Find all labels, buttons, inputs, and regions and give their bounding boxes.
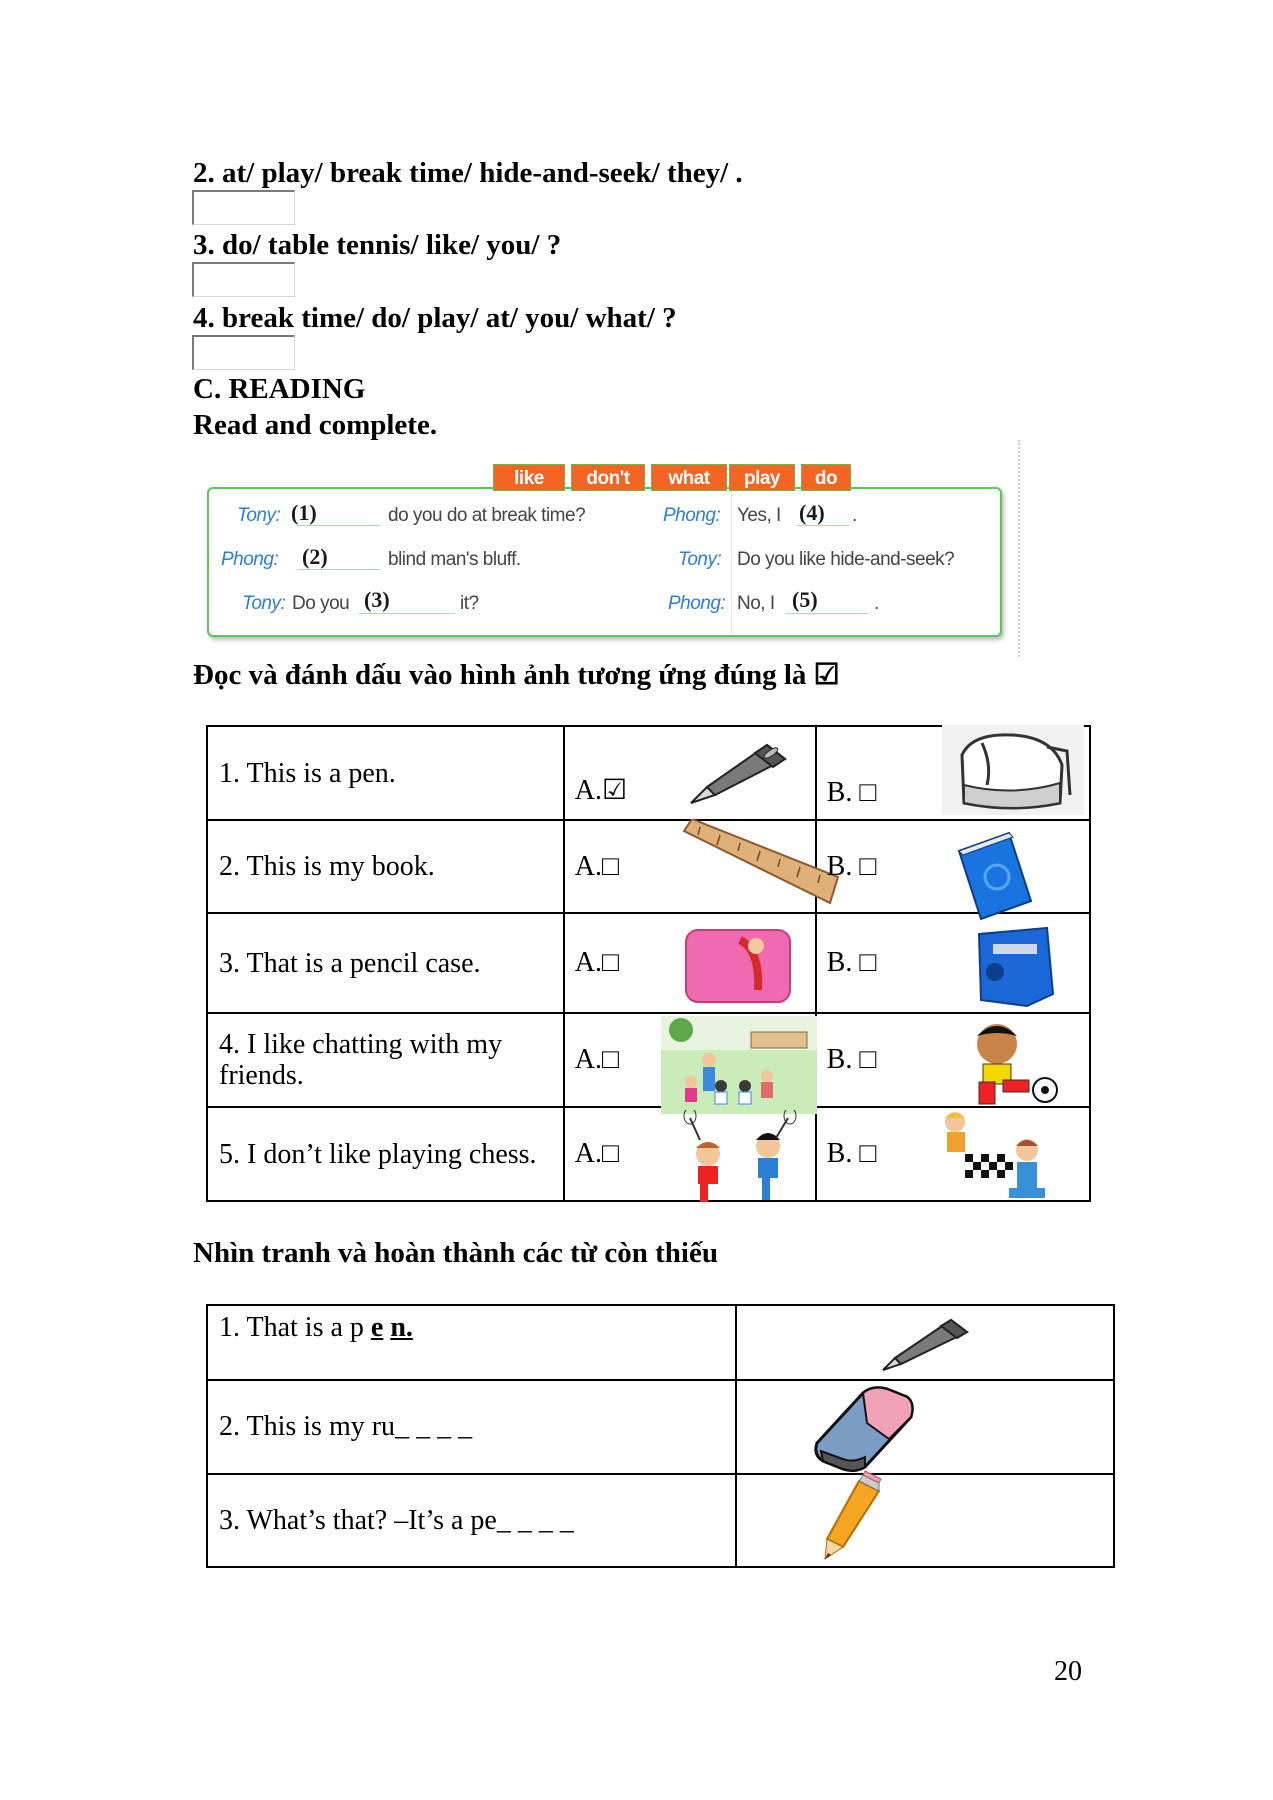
- sentence-text: 3. That is a pencil case.: [219, 947, 481, 979]
- sentence-cell: [207, 1474, 736, 1567]
- kids-chatting-icon: [661, 1016, 817, 1114]
- question-4-prompt: 4. break time/ do/ play/ at/ you/ what/ ?: [193, 302, 677, 334]
- section-c-title: C. READING: [193, 373, 366, 405]
- question-4-answer-input[interactable]: [192, 335, 295, 370]
- table-row: [207, 1107, 1090, 1201]
- option-b-checkbox[interactable]: B. □: [826, 850, 877, 882]
- fill-exercise-title: Nhìn tranh và hoàn thành các từ còn thiếu: [193, 1237, 718, 1269]
- blank-number-3: (3): [364, 587, 390, 612]
- table-row: [207, 1474, 1114, 1567]
- blank-4-line[interactable]: [797, 525, 849, 526]
- option-a-cell: [564, 820, 816, 913]
- option-b-checkbox[interactable]: B. □: [826, 1044, 877, 1075]
- eraser-icon: [807, 1383, 917, 1473]
- word-tag-dont: don't: [571, 464, 645, 491]
- sentence-prefix: 1. That is a p: [219, 1312, 371, 1343]
- word-tag-like: like: [493, 464, 565, 491]
- speaker-phong: Phong:: [221, 549, 279, 570]
- question-3-answer-input[interactable]: [192, 262, 295, 297]
- option-b-cell: [816, 726, 1090, 820]
- option-a-checkbox[interactable]: A.□: [574, 1138, 619, 1169]
- option-a-cell: [564, 1013, 816, 1107]
- utterance-5: Do you like hide-and-seek?: [737, 549, 955, 570]
- option-a-checkbox[interactable]: A.□: [574, 1044, 619, 1075]
- blank-5-line[interactable]: [786, 613, 868, 614]
- utterance-3-before: Do you: [292, 593, 350, 614]
- pencil-case-icon: [680, 920, 795, 1012]
- kids-playing-chess-icon: [935, 1108, 1053, 1204]
- question-2-answer-input[interactable]: [192, 190, 295, 225]
- sharpener-icon: [967, 920, 1062, 1010]
- backpack-icon: [942, 725, 1084, 815]
- option-b-checkbox[interactable]: B. □: [826, 777, 877, 809]
- option-b-cell: [816, 820, 1090, 913]
- table-row: [207, 726, 1090, 820]
- kids-playing-badminton-icon: [680, 1110, 800, 1206]
- section-c-instruction: Read and complete.: [193, 409, 438, 441]
- tick-exercise-table: [206, 725, 1091, 1202]
- option-b-cell: [816, 913, 1090, 1013]
- sentence-cell: [207, 1013, 564, 1107]
- option-a-checkbox[interactable]: A.☑: [574, 774, 628, 806]
- sentence-cell: [207, 820, 564, 913]
- sentence-text: 1. This is a pen.: [219, 757, 396, 789]
- option-b-cell: [816, 1107, 1090, 1201]
- picture-cell: [736, 1305, 1114, 1380]
- sentence-cell: [207, 1305, 736, 1380]
- utterance-6-before: No, I: [737, 593, 775, 614]
- sentence-text: 4. I like chatting with my friends.: [219, 1029, 503, 1091]
- missing-letters-blank[interactable]: _ _ _ _: [496, 1504, 574, 1536]
- table-row: [207, 1013, 1090, 1107]
- sentence-cell: [207, 1107, 564, 1201]
- table-row: [207, 913, 1090, 1013]
- speaker-phong: Phong:: [663, 505, 721, 526]
- blank-3-line[interactable]: [359, 613, 455, 614]
- missing-letters-blank[interactable]: _ _ _ _: [395, 1411, 473, 1442]
- table-row: [207, 1305, 1114, 1380]
- sentence-cell: [207, 1380, 736, 1474]
- pen-icon: [879, 1314, 979, 1374]
- sentence-cell: [207, 913, 564, 1013]
- pencil-icon: [819, 1469, 899, 1561]
- table-row: [207, 1380, 1114, 1474]
- fill-exercise-table: [206, 1304, 1115, 1568]
- sentence-prefix: 3. What’s that? –It’s a pe: [219, 1504, 497, 1536]
- boy-playing-football-icon: [957, 1016, 1067, 1114]
- question-3-prompt: 3. do/ table tennis/ like/ you/ ?: [193, 229, 562, 261]
- blank-number-5: (5): [792, 587, 818, 612]
- book-icon: [949, 829, 1049, 921]
- filled-letter: n.: [390, 1312, 413, 1343]
- image-edge-divider: [1018, 440, 1020, 657]
- page-number: 20: [1054, 1656, 1082, 1687]
- utterance-3-after: it?: [460, 593, 479, 614]
- pen-icon: [685, 739, 800, 809]
- speaker-tony: Tony:: [678, 549, 722, 570]
- option-a-checkbox[interactable]: A.□: [574, 850, 619, 882]
- picture-cell: [736, 1474, 1114, 1567]
- table-row: [207, 820, 1090, 913]
- option-b-checkbox[interactable]: B. □: [826, 947, 877, 978]
- option-a-cell: [564, 726, 816, 820]
- speaker-tony: Tony:: [237, 505, 281, 526]
- blank-number-2: (2): [302, 544, 328, 569]
- speaker-phong: Phong:: [668, 593, 726, 614]
- blank-number-4: (4): [799, 500, 825, 525]
- utterance-4-after: .: [852, 505, 857, 526]
- utterance-2: blind man's bluff.: [388, 549, 521, 570]
- speaker-tony: Tony:: [242, 593, 286, 614]
- word-tag-do: do: [801, 464, 851, 491]
- sentence-text: 5. I don’t like playing chess.: [219, 1138, 537, 1170]
- option-a-cell: [564, 913, 816, 1013]
- utterance-4-before: Yes, I: [737, 505, 781, 526]
- dialogue-column-divider: [731, 489, 732, 635]
- sentence-text: 2. This is my book.: [219, 851, 435, 882]
- blank-1-line[interactable]: [297, 525, 380, 526]
- utterance-6-after: .: [874, 593, 879, 614]
- option-a-cell: [564, 1107, 816, 1201]
- question-2-prompt: 2. at/ play/ break time/ hide-and-seek/ they/ .: [193, 157, 743, 189]
- word-tag-what: what: [651, 464, 727, 491]
- tick-exercise-title: Đọc và đánh dấu vào hình ảnh tương ứng đúng là ☑: [193, 659, 840, 691]
- option-a-checkbox[interactable]: A.□: [574, 947, 619, 978]
- sentence-prefix: 2. This is my ru: [219, 1411, 396, 1442]
- blank-2-line[interactable]: [297, 569, 380, 570]
- word-tag-play: play: [729, 464, 795, 491]
- sentence-cell: [207, 726, 564, 820]
- blank-number-1: (1): [291, 500, 317, 525]
- picture-cell: [736, 1380, 1114, 1474]
- option-b-checkbox[interactable]: B. □: [826, 1138, 877, 1169]
- option-b-cell: [816, 1013, 1090, 1107]
- utterance-1: do you do at break time?: [388, 505, 586, 526]
- filled-letter: e: [370, 1312, 384, 1343]
